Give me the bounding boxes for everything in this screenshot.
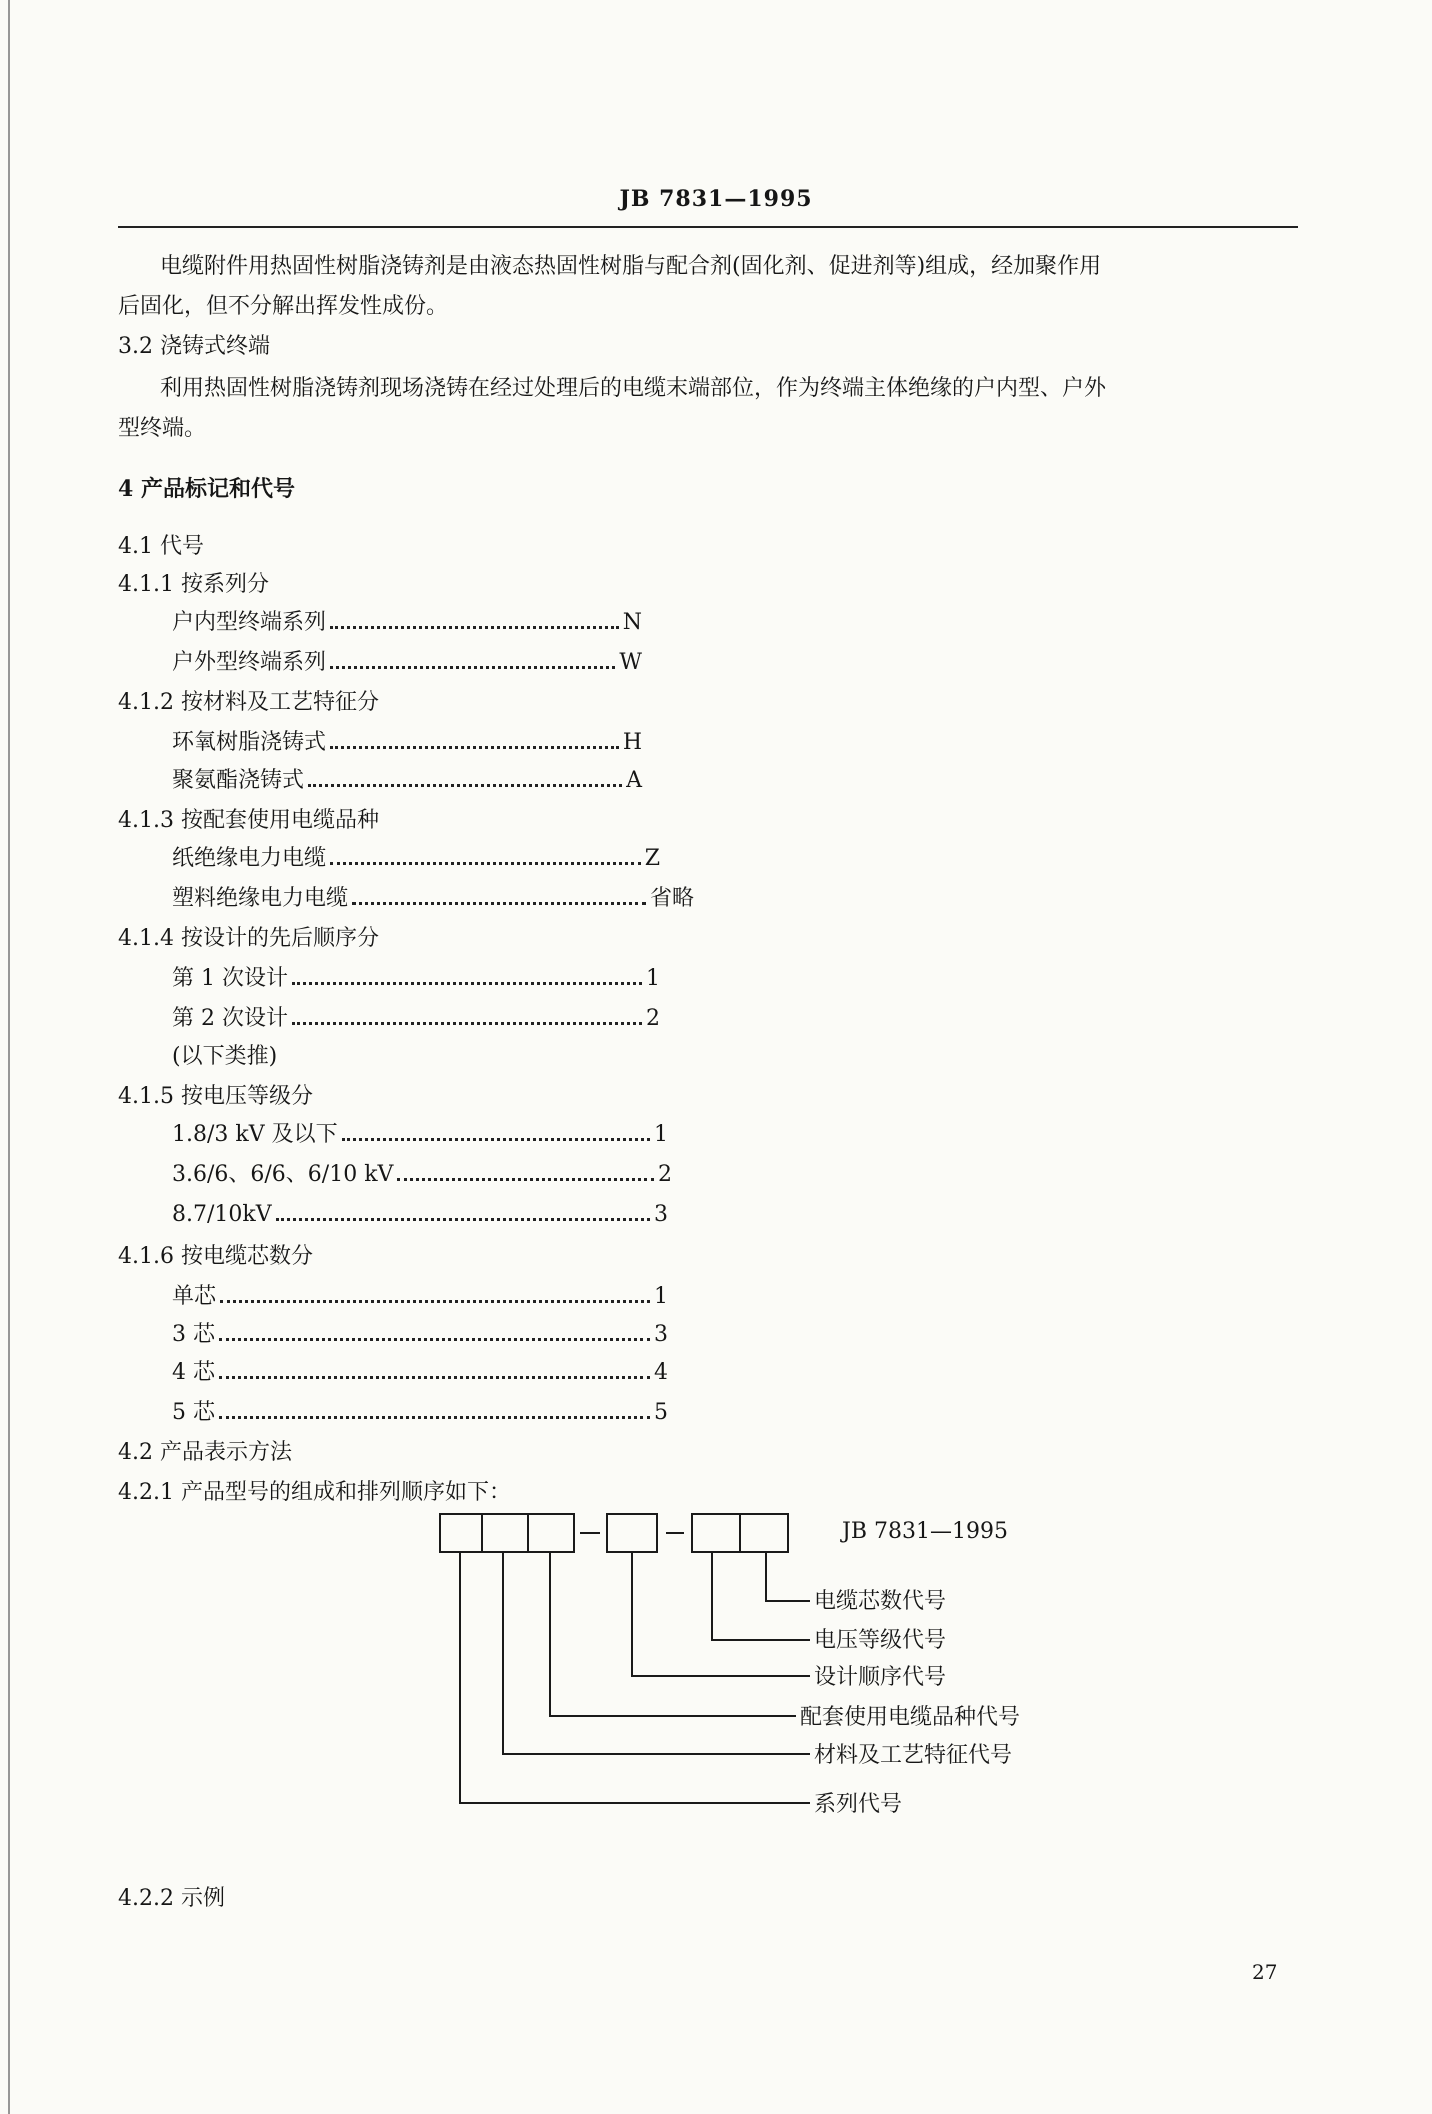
leader-line-series <box>460 1552 810 1803</box>
diagram-standard: JB 7831—1995 <box>842 1519 1008 1544</box>
section-4-1-6-heading: 4.1.6 按电缆芯数分 <box>118 1244 313 1269</box>
code-value: N <box>622 610 642 635</box>
code-label: 1.8/3 kV 及以下 <box>172 1122 338 1147</box>
code-label: 第 2 次设计 <box>172 1006 288 1031</box>
section-4-1-5-heading: 4.1.5 按电压等级分 <box>118 1084 313 1109</box>
diagram-label-material: 材料及工艺特征代号 <box>814 1743 1013 1768</box>
section-4-1-1-heading: 4.1.1 按系列分 <box>118 572 269 597</box>
leader-line-cores <box>766 1552 810 1601</box>
code-label: 4 芯 <box>172 1360 215 1385</box>
section-3-2-line-1: 利用热固性树脂浇铸剂现场浇铸在经过处理后的电缆末端部位，作为终端主体绝缘的户内型、户外 <box>160 376 1107 401</box>
leader-line-cable <box>550 1552 796 1716</box>
code-label: 环氧树脂浇铸式 <box>172 730 327 755</box>
code-label: 纸绝缘电力电缆 <box>172 846 327 871</box>
section-4-heading: 4 产品标记和代号 <box>118 476 295 502</box>
code-label: 第 1 次设计 <box>172 966 288 991</box>
page-number: 27 <box>1252 1960 1278 1984</box>
code-label: 3 芯 <box>172 1322 215 1347</box>
diagram-label-voltage: 电压等级代号 <box>814 1628 947 1653</box>
header-title: JB 7831—1995 <box>619 186 813 212</box>
code-box-cores <box>740 1514 788 1552</box>
code-label: 8.7/10kV <box>172 1202 272 1227</box>
code-value: 1 <box>654 1284 668 1309</box>
code-value: 3 <box>654 1202 668 1227</box>
code-value: A <box>626 768 642 793</box>
code-box-series <box>440 1514 482 1552</box>
code-box-design <box>607 1514 657 1552</box>
section-3-2-line-2: 型终端。 <box>118 416 207 441</box>
section-4-1-2-heading: 4.1.2 按材料及工艺特征分 <box>118 690 379 715</box>
code-value: H <box>622 730 642 755</box>
code-box-material <box>482 1514 528 1552</box>
code-value: 3 <box>654 1322 668 1347</box>
diagram-label-design: 设计顺序代号 <box>814 1665 947 1690</box>
code-label: 户内型终端系列 <box>172 610 327 635</box>
code-value: 2 <box>658 1162 672 1187</box>
code-label: 聚氨酯浇铸式 <box>172 768 305 793</box>
leader-line-voltage <box>712 1552 810 1640</box>
code-box-cable <box>528 1514 574 1552</box>
section-4-1-4-heading: 4.1.4 按设计的先后顺序分 <box>118 926 379 951</box>
leader-line-design <box>632 1552 810 1676</box>
code-value: 1 <box>646 966 660 991</box>
section-4-2-heading: 4.2 产品表示方法 <box>118 1440 292 1465</box>
code-value: 4 <box>654 1360 668 1385</box>
section-4-2-1-heading: 4.2.1 产品型号的组成和排列顺序如下： <box>118 1480 511 1505</box>
code-label: 3.6/6、6/6、6/10 kV <box>172 1162 394 1187</box>
code-value: W <box>619 650 642 675</box>
code-value: 2 <box>646 1006 660 1031</box>
section-4-2-2-heading: 4.2.2 示例 <box>118 1886 225 1911</box>
code-box-voltage <box>692 1514 740 1552</box>
section-4-1-3-heading: 4.1.3 按配套使用电缆品种 <box>118 808 379 833</box>
diagram-label-cores: 电缆芯数代号 <box>814 1589 947 1614</box>
code-label: 单芯 <box>172 1284 217 1309</box>
intro-line-1: 电缆附件用热固性树脂浇铸剂是由液态热固性树脂与配合剂(固化剂、促进剂等)组成，经加聚作用 <box>160 254 1102 279</box>
code-value: 5 <box>654 1400 668 1425</box>
code-label: 户外型终端系列 <box>172 650 327 675</box>
section-3-2-heading: 3.2 浇铸式终端 <box>118 334 270 359</box>
design-note: (以下类推) <box>172 1044 278 1069</box>
code-value: 省略 <box>649 886 694 911</box>
diagram-label-cable: 配套使用电缆品种代号 <box>800 1705 1021 1730</box>
diagram-label-series: 系列代号 <box>814 1792 903 1817</box>
code-value: 1 <box>654 1122 668 1147</box>
code-value: Z <box>644 846 660 871</box>
section-4-1-heading: 4.1 代号 <box>118 534 204 559</box>
code-label: 塑料绝缘电力电缆 <box>172 886 349 911</box>
code-label: 5 芯 <box>172 1400 215 1425</box>
intro-line-2: 后固化，但不分解出挥发性成份。 <box>118 294 449 319</box>
